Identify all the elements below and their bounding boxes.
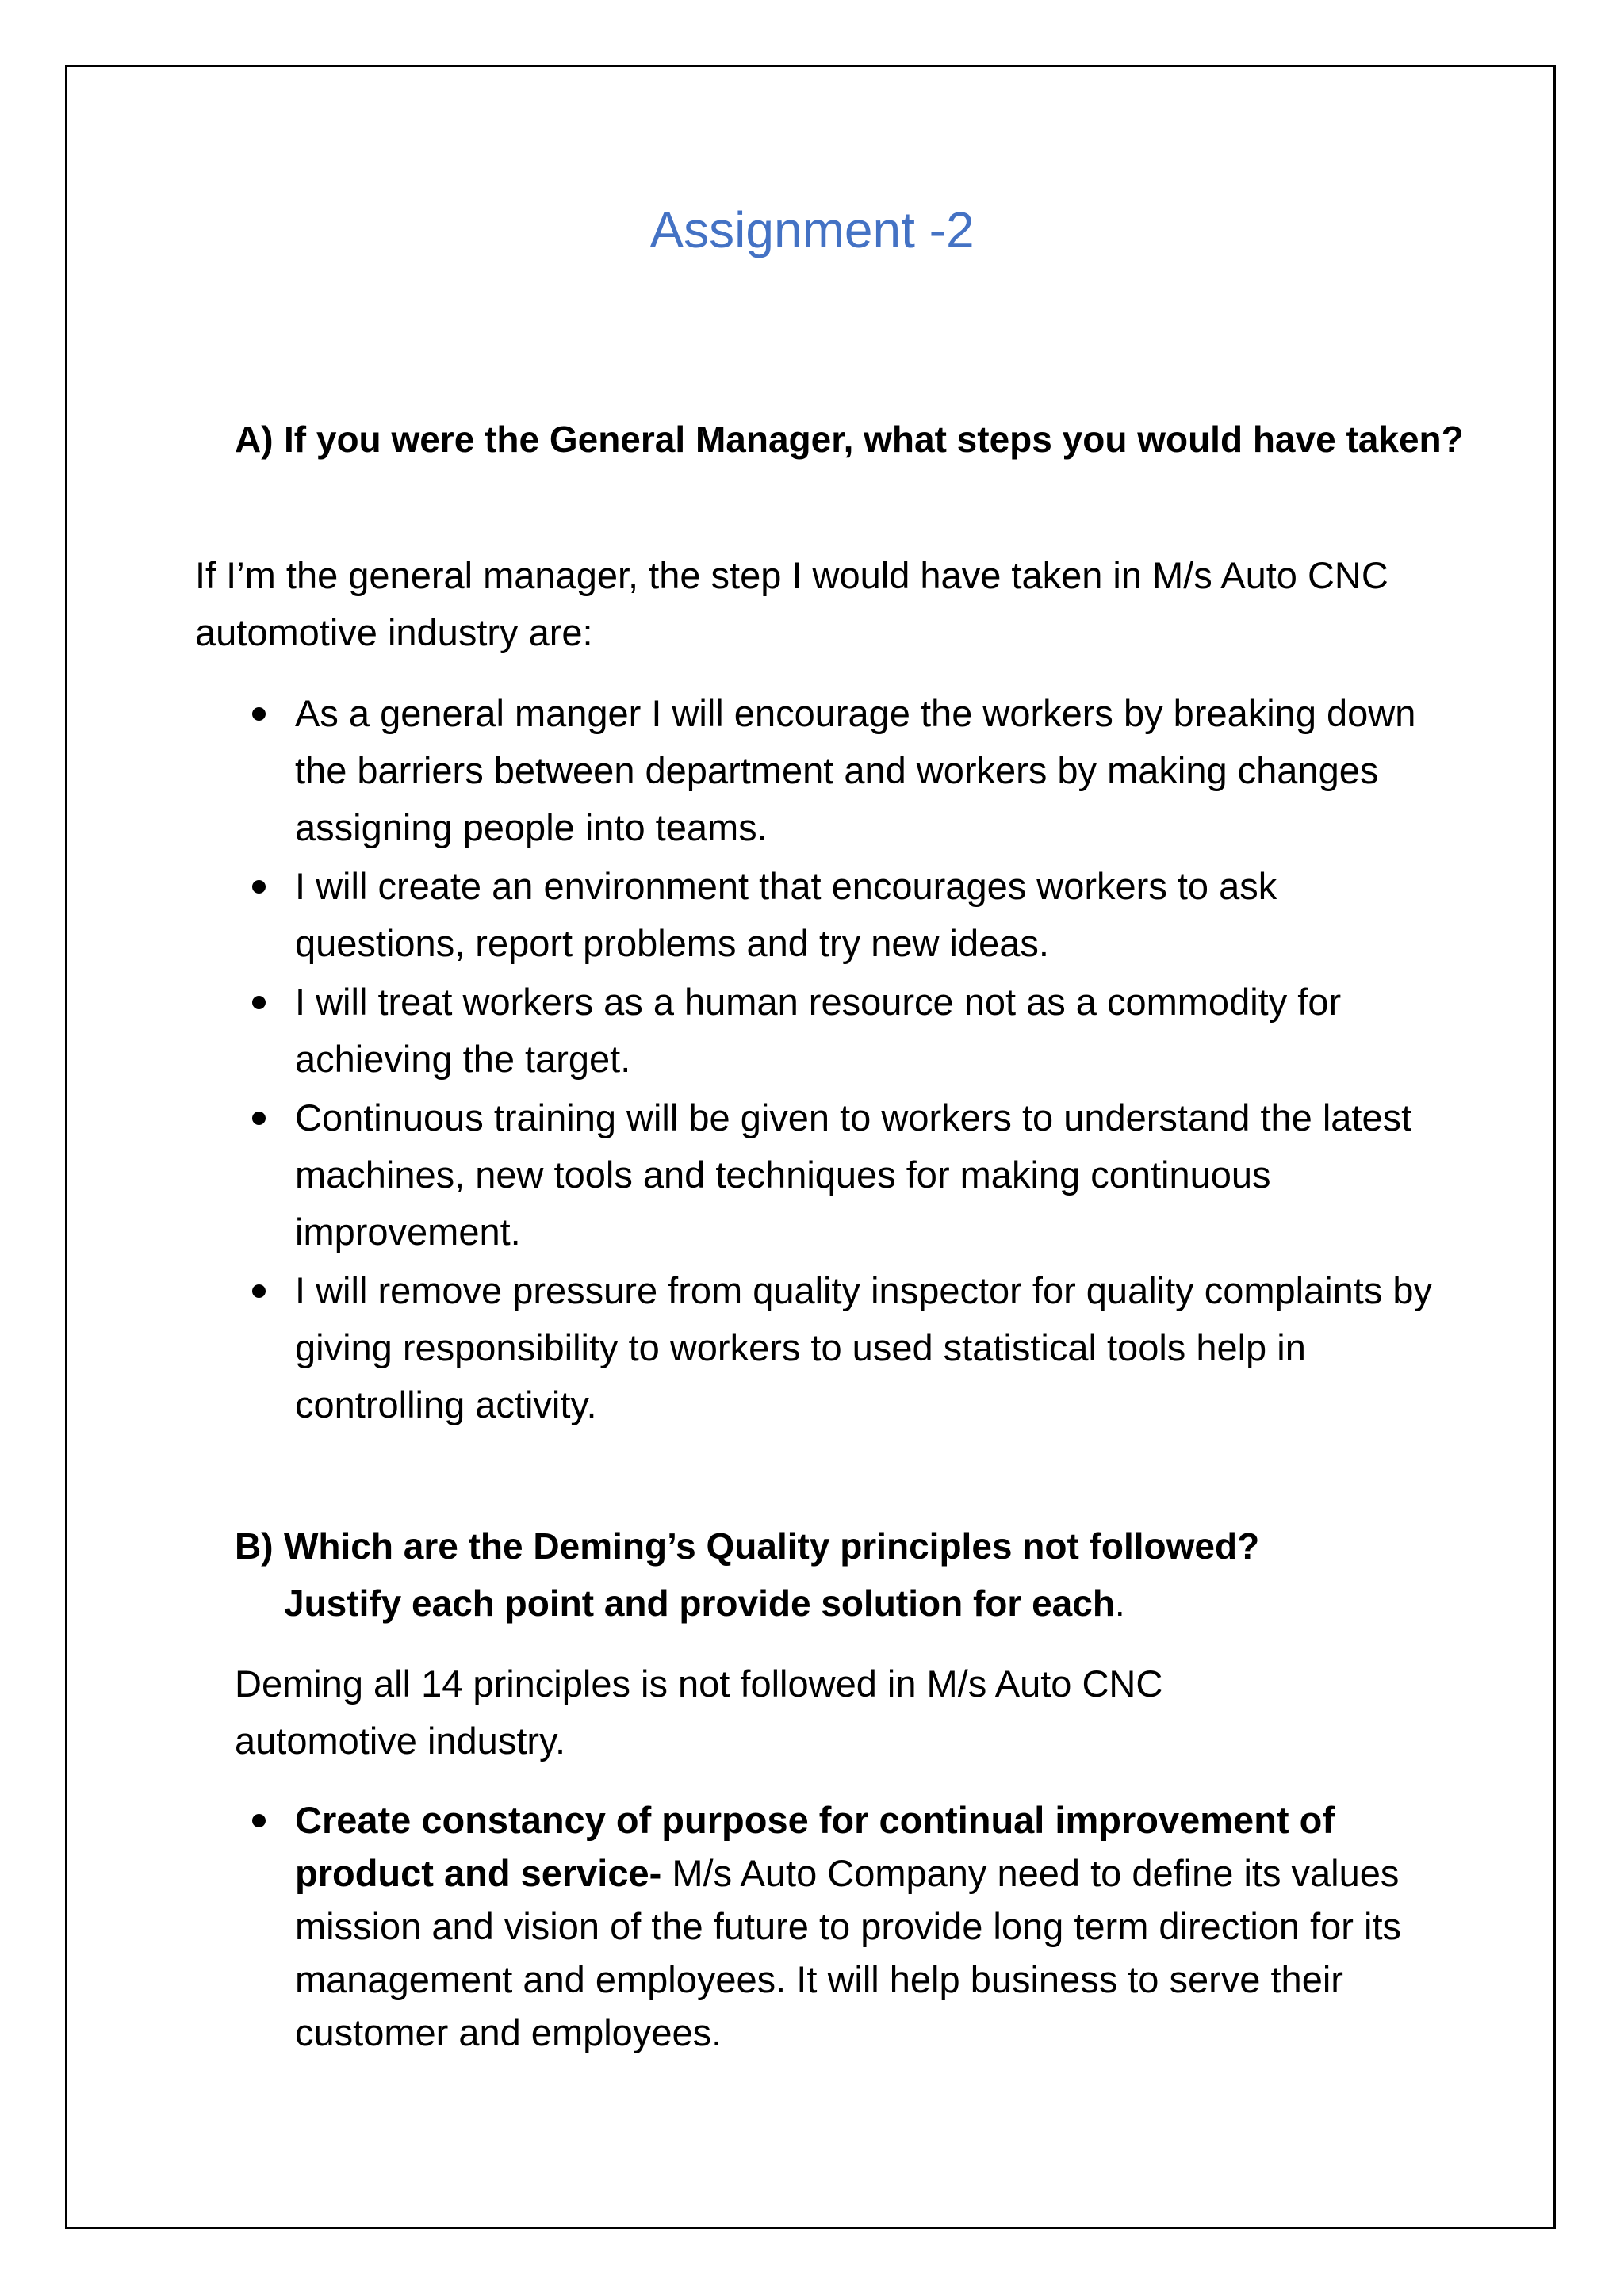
question-a-letter: A) [235, 419, 274, 460]
bullet-icon [252, 1284, 266, 1298]
bullet-icon [252, 1814, 266, 1827]
list-item [295, 974, 1437, 1088]
question-b-text [284, 1517, 1472, 1632]
question-b-letter: B) [235, 1525, 274, 1567]
section-b-bullet-list [295, 1793, 1421, 2061]
question-b [235, 1517, 1472, 1632]
document-title: Assignment -2 [649, 201, 975, 258]
list-item [295, 858, 1437, 972]
bullet-icon [252, 880, 266, 894]
section-a-intro: If I’m the general manager, the step I would have taken in M/s Auto CNC automotive industry are: [195, 554, 1388, 653]
list-item-text: Continuous training will be given to workers to understand the latest machines, new tools and techniques for making continuous improvement. [295, 1096, 1412, 1253]
question-b-line2: Justify each point and provide solution for each [284, 1582, 1115, 1624]
bullet-icon [252, 996, 266, 1009]
bullet-icon [252, 1112, 266, 1125]
principle-heading: Create constancy of purpose for continual improvement of product and service- [295, 1799, 1335, 1894]
section-a-bullet-list [295, 685, 1437, 1435]
question-b-period: . [1114, 1582, 1125, 1624]
question-a-text: If you were the General Manager, what steps you would have taken? [284, 419, 1464, 460]
list-item-text: I will treat workers as a human resource not as a commodity for achieving the target. [295, 981, 1342, 1080]
list-item-text: As a general manger I will encourage the workers by breaking down the barriers between department and workers by making changes assigning people into teams. [295, 692, 1416, 848]
list-item [295, 1089, 1437, 1261]
list-item-text: I will create an environment that encourages workers to ask questions, report problems and try new ideas. [295, 865, 1277, 964]
list-item [295, 685, 1437, 856]
list-item [295, 1793, 1421, 2059]
list-item [295, 1262, 1437, 1433]
question-b-line1: Which are the Deming’s Quality principles not followed? [284, 1525, 1260, 1567]
section-b-intro: Deming all 14 principles is not followed in M/s Auto CNC automotive industry. [235, 1663, 1163, 1762]
principle-text: M/s Auto Company need to define its values mission and vision of the future to provide long term direction for its management and employees. It will help business to serve their customer and employees. [295, 1852, 1402, 2053]
bullet-icon [252, 707, 266, 721]
list-item-text: I will remove pressure from quality inspector for quality complaints by giving responsibility to workers to used statistical tools help in controlling activity. [295, 1269, 1433, 1425]
question-a [235, 411, 1472, 468]
